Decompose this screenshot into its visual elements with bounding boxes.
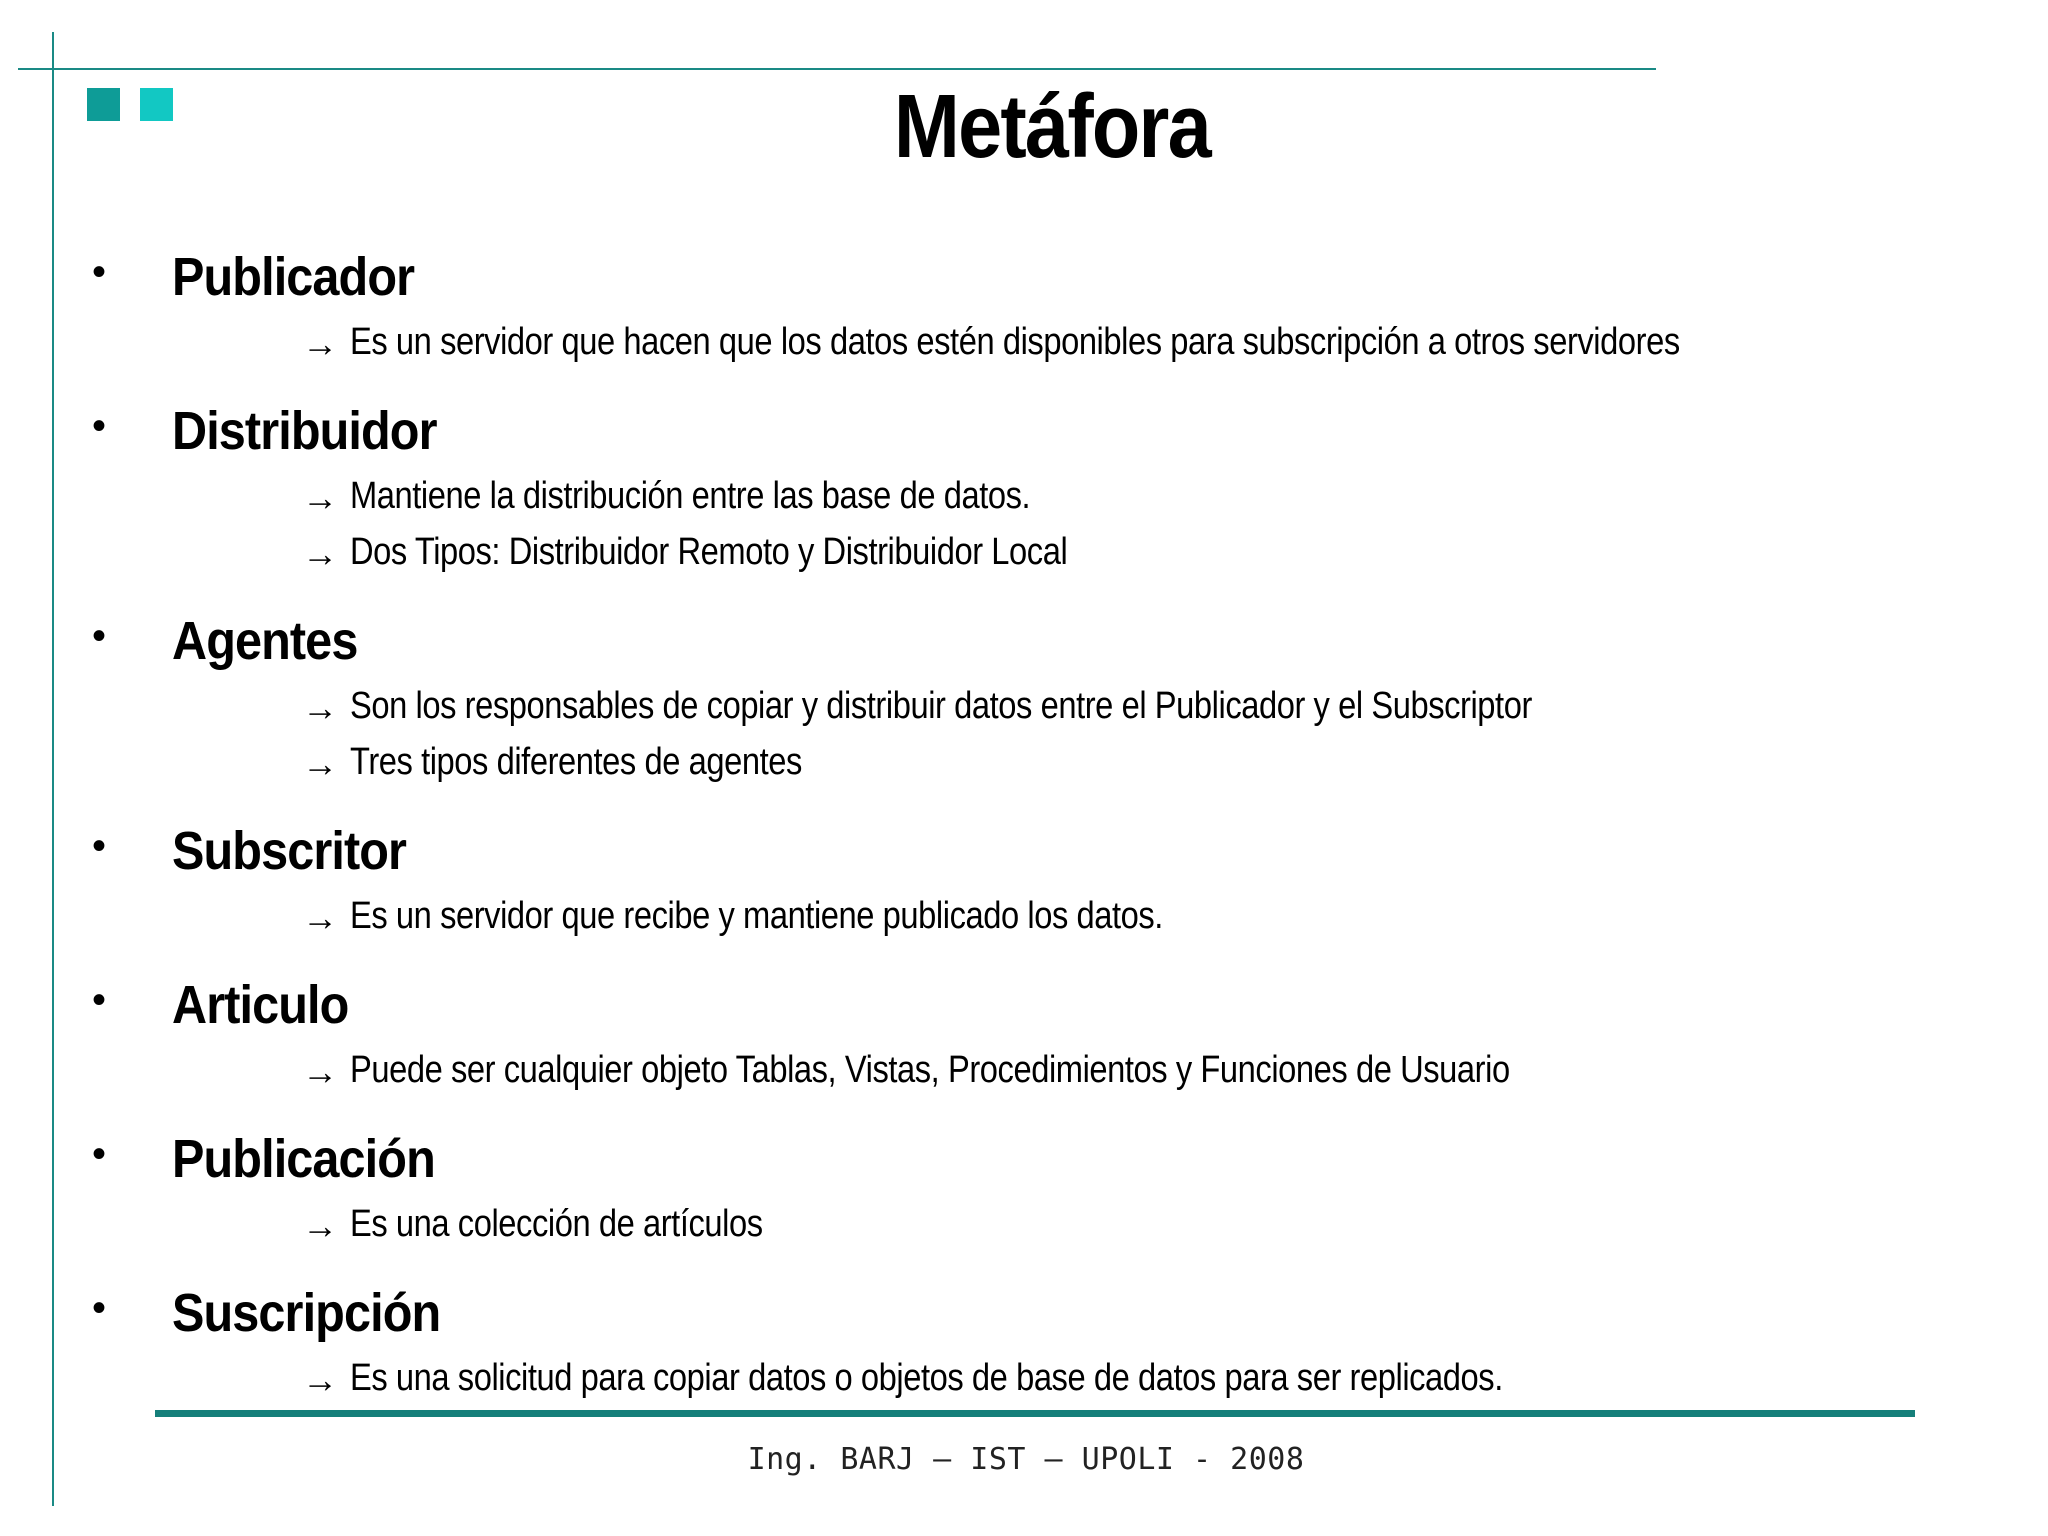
slide-footer: Ing. BARJ – IST – UPOLI - 2008 — [747, 1442, 1305, 1477]
description-row — [0, 1358, 2048, 1414]
arrow-right-icon: → — [302, 1359, 338, 1400]
item-spacer — [0, 1414, 2048, 1438]
term-heading: Agentes — [172, 611, 358, 671]
bullet-icon: • — [92, 250, 107, 294]
term-row — [0, 612, 2048, 686]
term-row — [0, 822, 2048, 896]
description-row — [0, 742, 2048, 798]
arrow-right-icon: → — [302, 897, 338, 938]
term-row — [0, 976, 2048, 1050]
description-text: Puede ser cualquier objeto Tablas, Vistas, Procedimientos y Funciones de Usuario — [350, 1049, 1510, 1091]
term-row — [0, 402, 2048, 476]
list-item — [0, 248, 2048, 402]
description-text: Son los responsables de copiar y distribuir datos entre el Publicador y el Subscriptor — [350, 685, 1532, 727]
description-row — [0, 476, 2048, 532]
arrow-right-icon: → — [302, 323, 338, 364]
list-item — [0, 402, 2048, 612]
arrow-right-icon: → — [302, 743, 338, 784]
term-heading: Publicador — [172, 247, 415, 307]
bullet-icon: • — [92, 1286, 107, 1330]
list-item — [0, 1130, 2048, 1284]
item-spacer — [0, 952, 2048, 976]
description-text: Tres tipos diferentes de agentes — [350, 741, 802, 783]
arrow-right-icon: → — [302, 1205, 338, 1246]
item-spacer — [0, 378, 2048, 402]
term-heading: Publicación — [172, 1129, 435, 1189]
description-row — [0, 1050, 2048, 1106]
term-heading: Suscripción — [172, 1283, 441, 1343]
bullet-icon: • — [92, 824, 107, 868]
description-row — [0, 1204, 2048, 1260]
description-text: Mantiene la distribución entre las base de datos. — [350, 475, 1031, 517]
description-row — [0, 532, 2048, 588]
top-accent-line — [18, 68, 1656, 70]
bullet-list — [0, 248, 2048, 1438]
term-row — [0, 1284, 2048, 1358]
list-item — [0, 612, 2048, 822]
list-item — [0, 822, 2048, 976]
term-heading: Distribuidor — [172, 401, 437, 461]
description-text: Es un servidor que recibe y mantiene publicado los datos. — [350, 895, 1163, 937]
description-text: Es un servidor que hacen que los datos estén disponibles para subscripción a otros servidores — [350, 321, 1680, 363]
arrow-right-icon: → — [302, 687, 338, 728]
description-text: Dos Tipos: Distribuidor Remoto y Distribuidor Local — [350, 531, 1068, 573]
slide-title: Metáfora — [893, 77, 1210, 177]
bullet-icon: • — [92, 614, 107, 658]
bullet-icon: • — [92, 1132, 107, 1176]
bullet-icon: • — [92, 978, 107, 1022]
term-heading: Articulo — [172, 975, 349, 1035]
arrow-right-icon: → — [302, 477, 338, 518]
accent-square-dark — [87, 88, 120, 121]
description-row — [0, 322, 2048, 378]
bullet-icon: • — [92, 404, 107, 448]
item-spacer — [0, 588, 2048, 612]
item-spacer — [0, 798, 2048, 822]
description-row — [0, 896, 2048, 952]
arrow-right-icon: → — [302, 533, 338, 574]
item-spacer — [0, 1260, 2048, 1284]
arrow-right-icon: → — [302, 1051, 338, 1092]
description-row — [0, 686, 2048, 742]
term-row — [0, 1130, 2048, 1204]
description-text: Es una solicitud para copiar datos o objetos de base de datos para ser replicados. — [350, 1357, 1503, 1399]
item-spacer — [0, 1106, 2048, 1130]
term-row — [0, 248, 2048, 322]
description-text: Es una colección de artículos — [350, 1203, 763, 1245]
list-item — [0, 976, 2048, 1130]
footer-rule — [155, 1410, 1915, 1417]
term-heading: Subscritor — [172, 821, 407, 881]
